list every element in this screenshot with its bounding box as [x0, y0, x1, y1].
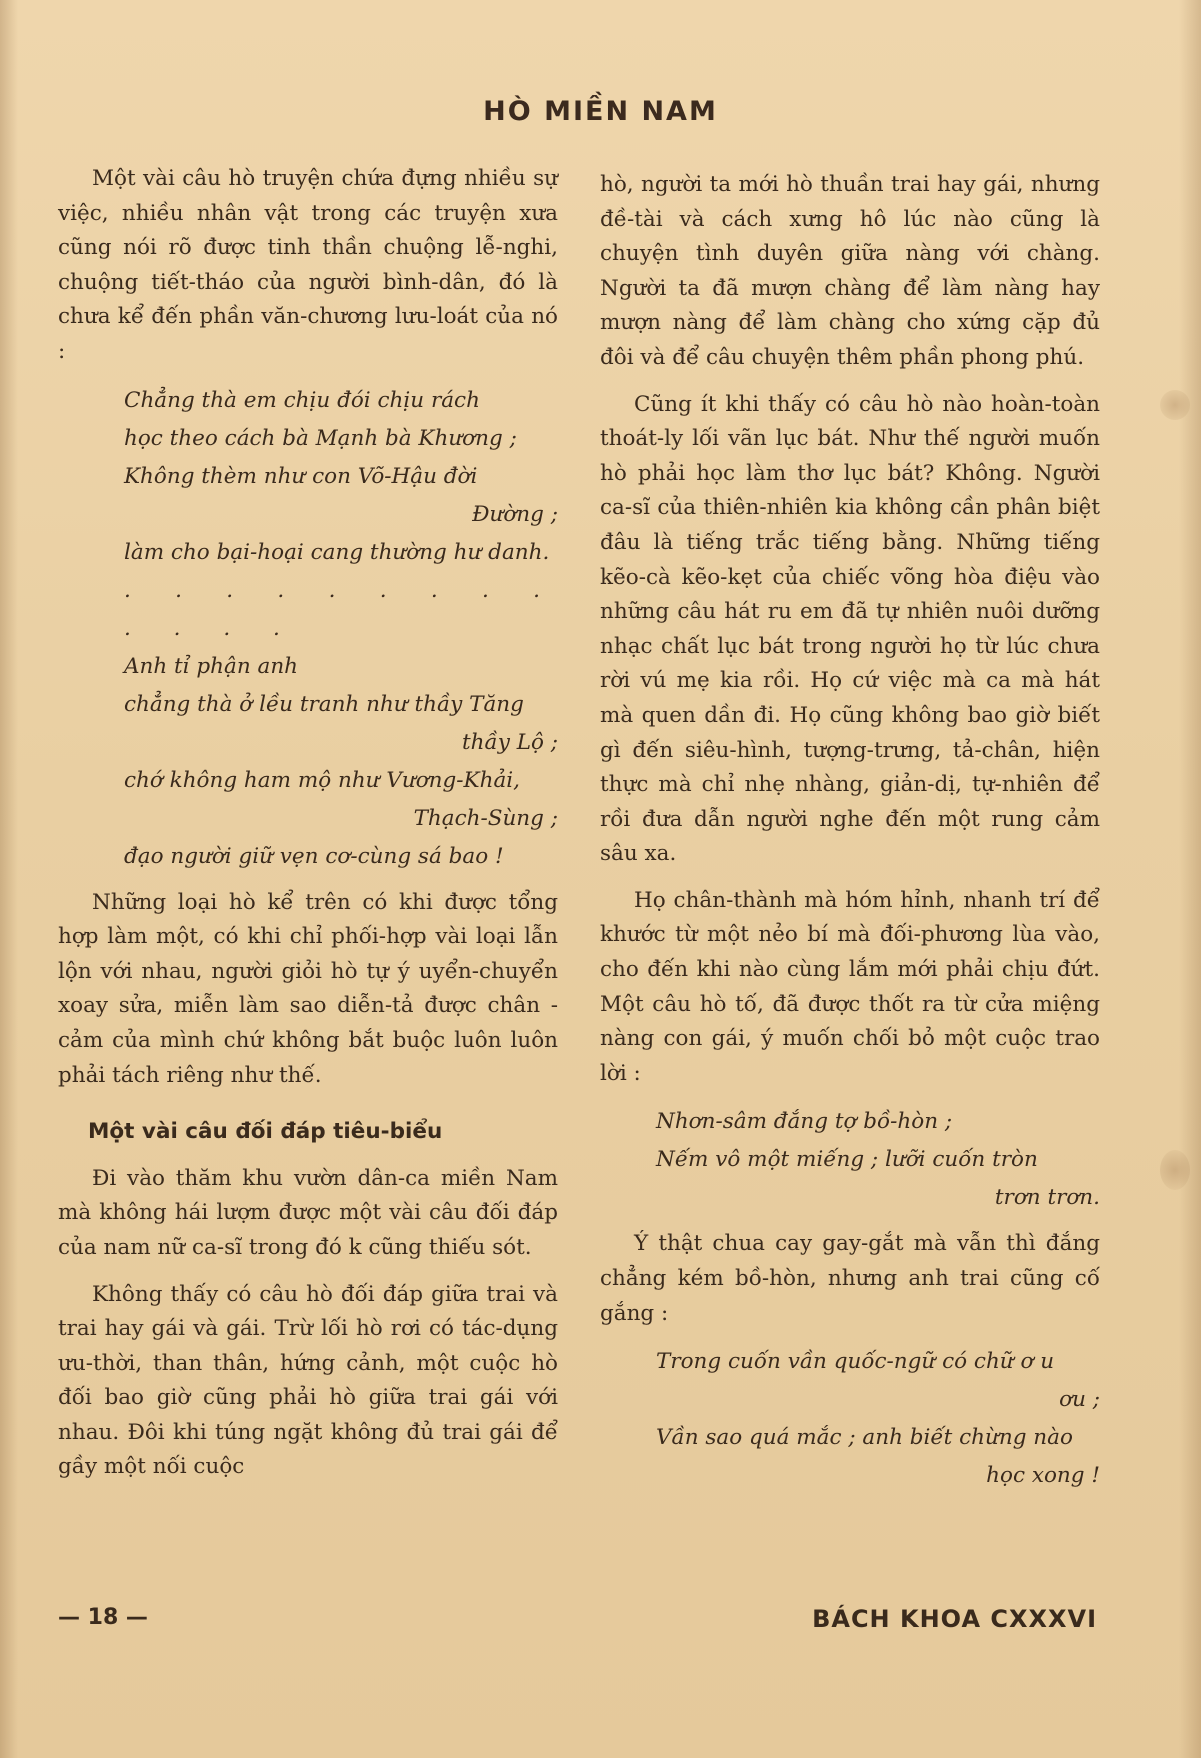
paragraph: Cũng ít khi thấy có câu hò nào hoàn-toàn thoát-ly lối vãn lục bát. Như thế người muốn hò phải học làm thơ lục bát? Không. Người ca-sĩ của thiên-nhiên kia không cần phân biệt đâu là tiếng trắc tiếng bằng. Những tiếng kẽo-cà kẽo-kẹt của chiếc võng hòa điệu vào những câu hát ru em đã tự nhiên nuôi dưỡng nhạc chất lục bát trong người họ từ lúc chưa rời vú mẹ kia rồi. Họ cứ việc mà ca mà hát mà quen dần đi. Họ cũng không bao giờ biết gì đến siêu-hình, tượng-trưng, tả-chân, hiện thực mà chỉ nhẹ nhàng, giản-dị, tự-nhiên để rồi đưa dẫn người nghe đến một rung cảm sâu xa. — [600, 391, 1100, 867]
verse-line: thầy Lộ ; — [462, 729, 558, 755]
page-number: — 18 — — [58, 1605, 148, 1630]
verse-line: chẳng thà ở lều tranh như thầy Tăng — [124, 691, 524, 717]
verse-block — [600, 1343, 1100, 1495]
verse-line: chớ không ham mộ như Vương-Khải, — [124, 767, 520, 793]
paragraph: Những loại hò kể trên có khi được tổng hợp làm một, có khi chỉ phối-hợp vài loại lẫn lộn với nhau, người giỏi hò tự ý uyển-chuyển xoay sửa, miễn làm sao diễn-tả được chân - cảm của mình chứ không bắt buộc luôn luôn phải tách riêng như thế. — [58, 889, 558, 1088]
verse-line: đạo người giữ vẹn cơ-cùng sá bao ! — [124, 843, 504, 869]
verse-line: học theo cách bà Mạnh bà Khương ; — [124, 425, 517, 451]
verse-line: Đường ; — [472, 501, 558, 527]
running-header: HÒ MIỀN NAM — [483, 96, 718, 127]
left-column — [58, 162, 558, 1497]
paragraph: Họ chân-thành mà hóm hỉnh, nhanh trí để khước từ một nẻo bí mà đối-phương lùa vào, cho đến khi nào cùng lắm mới phải chịu đứt. Một câu hò tố, đã được thốt ra từ cửa miệng nàng con gái, ý muốn chối bỏ một cuộc trao lời : — [600, 887, 1100, 1086]
paper-stain — [1160, 390, 1190, 420]
paragraph: Không thấy có câu hò đối đáp giữa trai và trai hay gái và gái. Trừ lối hò rơi có tác-dụng ưu-thời, than thân, hứng cảnh, một cuộc hò đối bao giờ cũng phải hò giữa trai gái với nhau. Đôi khi túng ngặt không đủ trai gái để gầy một nối cuộc — [58, 1281, 558, 1480]
verse-line: học xong ! — [986, 1463, 1100, 1489]
verse-line: Chẳng thà em chịu đói chịu rách — [124, 387, 480, 413]
paper-stain — [1160, 1150, 1190, 1190]
verse-block — [58, 382, 558, 876]
journal-issue: BÁCH KHOA CXXXVI — [812, 1605, 1097, 1633]
paragraph: Ý thật chua cay gay-gắt mà vẫn thì đắng chẳng kém bồ-hòn, nhưng anh trai cũng cố gắng : — [600, 1231, 1100, 1326]
paragraph: Đi vào thăm khu vườn dân-ca miền Nam mà không hái lượm được một vài câu đối đáp của nam nữ ca-sĩ trong đó k cũng thiếu sót. — [58, 1165, 558, 1260]
right-column — [600, 168, 1100, 1505]
ellipsis-separator: . . . . . . . . . . . . . — [124, 577, 558, 641]
verse-line: Vần sao quá mắc ; anh biết chừng nào — [656, 1425, 1073, 1451]
verse-line: Không thèm như con Võ-Hậu đời — [124, 463, 478, 489]
verse-line: Anh tỉ phận anh — [124, 653, 299, 679]
verse-line: Trong cuốn vần quốc-ngữ có chữ ơ u — [656, 1349, 1055, 1375]
section-heading: Một vài câu đối đáp tiêu-biểu — [88, 1119, 443, 1145]
verse-block — [600, 1103, 1100, 1217]
verse-line: làm cho bại-hoại cang thường hư danh. — [124, 539, 550, 565]
paragraph: hò, người ta mới hò thuần trai hay gái, nhưng đề-tài và cách xưng hô lúc nào cũng là chuyện tình duyên giữa nàng với chàng. Người ta đã mượn chàng để làm nàng hay mượn nàng để làm chàng cho xứng cặp đủ đôi và để câu chuyện thêm phần phong phú. — [600, 172, 1100, 370]
paragraph: Một vài câu hò truyện chứa đựng nhiều sự việc, nhiều nhân vật trong các truyện xưa cũng nói rõ được tinh thần chuộng lễ-nghi, chuộng tiết-tháo của người bình-dân, đó là chưa kể đến phần văn-chương lưu-loát của nó : — [58, 166, 558, 364]
verse-line: Nhơn-sâm đắng tợ bồ-hòn ; — [656, 1109, 953, 1135]
verse-line: Thạch-Sùng ; — [413, 805, 558, 831]
verse-line: trơn trơn. — [994, 1185, 1100, 1211]
verse-line: Nếm vô một miếng ; lưỡi cuốn tròn — [656, 1147, 1038, 1173]
verse-line: ơu ; — [1059, 1387, 1100, 1413]
